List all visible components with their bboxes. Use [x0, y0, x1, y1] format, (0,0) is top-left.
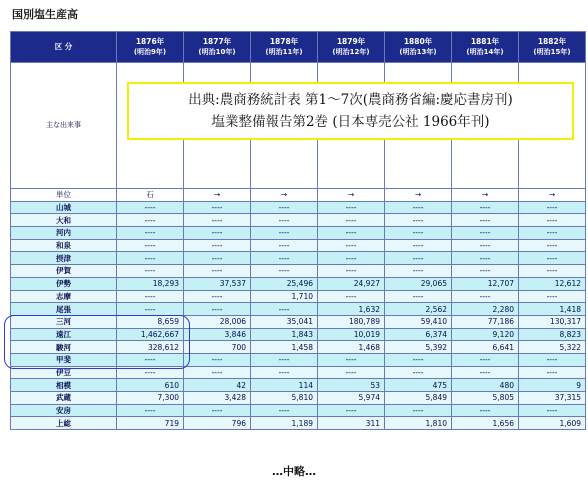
production-value: ----	[385, 201, 452, 214]
production-value: 3,846	[184, 328, 251, 341]
production-value: 8,659	[117, 315, 184, 328]
production-value: ----	[452, 366, 519, 379]
production-value: ----	[519, 404, 586, 417]
production-value: ----	[385, 252, 452, 265]
production-value: 37,315	[519, 392, 586, 405]
production-value: ----	[385, 265, 452, 278]
production-value: ----	[318, 353, 385, 366]
production-value: 77,186	[452, 315, 519, 328]
unit-cell: →	[251, 189, 318, 202]
unit-cell: 石	[117, 189, 184, 202]
production-value: 9	[519, 379, 586, 392]
table-row	[11, 201, 586, 214]
production-value: ----	[385, 404, 452, 417]
production-value: ----	[184, 239, 251, 252]
region-name: 遠江	[11, 328, 117, 341]
production-value: ----	[117, 366, 184, 379]
production-value: ----	[184, 404, 251, 417]
production-value: ----	[117, 201, 184, 214]
production-value: ----	[519, 252, 586, 265]
production-value: 7,300	[117, 392, 184, 405]
production-value: 1,710	[251, 290, 318, 303]
production-value: 42	[184, 379, 251, 392]
table-row	[11, 277, 586, 290]
production-value: ----	[251, 303, 318, 316]
production-value: ----	[251, 252, 318, 265]
source-line-1: 出典:農商務統計表 第1～7次(農商務省編:慶応書房刊)	[188, 92, 513, 108]
production-value: 37,537	[184, 277, 251, 290]
production-value: ----	[318, 214, 385, 227]
production-value: ----	[184, 353, 251, 366]
production-value: ----	[184, 214, 251, 227]
production-value: 2,562	[385, 303, 452, 316]
production-value: ----	[117, 303, 184, 316]
production-value: ----	[385, 227, 452, 240]
production-value: 53	[318, 379, 385, 392]
production-value: ----	[452, 252, 519, 265]
region-name: 三河	[11, 315, 117, 328]
region-name: 摂津	[11, 252, 117, 265]
production-value: 18,293	[117, 277, 184, 290]
production-value: ----	[452, 265, 519, 278]
production-value: ----	[318, 201, 385, 214]
year-header: 1880年 (明治13年)	[385, 32, 452, 63]
production-value: 5,810	[251, 392, 318, 405]
production-value: ----	[385, 214, 452, 227]
production-value: ----	[251, 201, 318, 214]
production-value: ----	[318, 265, 385, 278]
production-value: 311	[318, 417, 385, 430]
source-line-2: 塩業整備報告第2巻 (日本専売公社 1966年刊)	[211, 114, 490, 130]
production-value: 6,641	[452, 341, 519, 354]
year-header: 1876年 (明治9年)	[117, 32, 184, 63]
production-value: 610	[117, 379, 184, 392]
table-row	[11, 303, 586, 316]
production-value: ----	[452, 290, 519, 303]
production-value: ----	[251, 227, 318, 240]
region-name: 上総	[11, 417, 117, 430]
unit-cell: →	[385, 189, 452, 202]
production-value: ----	[117, 404, 184, 417]
region-name: 志摩	[11, 290, 117, 303]
production-value: 719	[117, 417, 184, 430]
production-value: 25,496	[251, 277, 318, 290]
category-header: 区 分	[11, 32, 117, 63]
production-value: ----	[184, 252, 251, 265]
production-value: ----	[519, 265, 586, 278]
production-value: ----	[519, 290, 586, 303]
region-name: 山城	[11, 201, 117, 214]
production-value: ----	[385, 353, 452, 366]
unit-cell: →	[519, 189, 586, 202]
production-value: 8,823	[519, 328, 586, 341]
omission-note: …中略…	[272, 465, 316, 478]
production-value: 1,609	[519, 417, 586, 430]
region-name: 大和	[11, 214, 117, 227]
production-value: 5,392	[385, 341, 452, 354]
region-name: 河内	[11, 227, 117, 240]
header-row	[11, 32, 586, 63]
table-row	[11, 417, 586, 430]
production-value: 29,065	[385, 277, 452, 290]
production-value: 59,410	[385, 315, 452, 328]
year-header: 1881年 (明治14年)	[452, 32, 519, 63]
table-row	[11, 404, 586, 417]
production-value: 2,280	[452, 303, 519, 316]
unit-row	[11, 189, 586, 202]
production-value: ----	[519, 366, 586, 379]
production-value: 35,041	[251, 315, 318, 328]
year-header: 1879年 (明治12年)	[318, 32, 385, 63]
region-name: 安房	[11, 404, 117, 417]
production-value: ----	[452, 404, 519, 417]
products-label: 主な出来事	[11, 63, 117, 189]
production-value: ----	[117, 239, 184, 252]
table-row	[11, 239, 586, 252]
production-value: 1,462,667	[117, 328, 184, 341]
table-row	[11, 227, 586, 240]
production-value: ----	[251, 353, 318, 366]
production-value: ----	[184, 290, 251, 303]
production-value: ----	[519, 201, 586, 214]
production-value: ----	[117, 214, 184, 227]
unit-cell: →	[452, 189, 519, 202]
production-value: 1,843	[251, 328, 318, 341]
region-highlight-outline	[4, 315, 190, 369]
production-value: ----	[318, 404, 385, 417]
region-name: 武蔵	[11, 392, 117, 405]
production-value: ----	[452, 353, 519, 366]
production-value: 1,468	[318, 341, 385, 354]
production-value: ----	[117, 353, 184, 366]
production-value: ----	[251, 404, 318, 417]
production-value: 5,805	[452, 392, 519, 405]
production-value: ----	[251, 265, 318, 278]
production-value: ----	[385, 290, 452, 303]
production-value: 328,612	[117, 341, 184, 354]
production-value: ----	[318, 239, 385, 252]
production-value: 180,789	[318, 315, 385, 328]
table-row	[11, 290, 586, 303]
production-value: ----	[452, 239, 519, 252]
production-value: ----	[385, 239, 452, 252]
production-value: 1,632	[318, 303, 385, 316]
production-value: 12,707	[452, 277, 519, 290]
production-value: ----	[117, 265, 184, 278]
production-value: ----	[251, 239, 318, 252]
production-value: ----	[318, 366, 385, 379]
production-value: ----	[318, 290, 385, 303]
production-value: ----	[251, 214, 318, 227]
production-value: ----	[117, 290, 184, 303]
production-value: ----	[519, 214, 586, 227]
production-value: 114	[251, 379, 318, 392]
production-value: ----	[251, 366, 318, 379]
production-value: ----	[117, 227, 184, 240]
production-value: ----	[519, 353, 586, 366]
source-citation-box	[127, 82, 574, 140]
production-value: ----	[318, 227, 385, 240]
production-value: ----	[184, 227, 251, 240]
production-value: 475	[385, 379, 452, 392]
table-row	[11, 214, 586, 227]
table-row	[11, 392, 586, 405]
production-value: ----	[184, 303, 251, 316]
unit-cell: →	[318, 189, 385, 202]
production-value: 12,612	[519, 277, 586, 290]
year-header: 1882年 (明治15年)	[519, 32, 586, 63]
production-value: 1,418	[519, 303, 586, 316]
production-value: 6,374	[385, 328, 452, 341]
production-value: 1,656	[452, 417, 519, 430]
production-value: ----	[385, 366, 452, 379]
production-value: ----	[184, 366, 251, 379]
production-value: ----	[184, 265, 251, 278]
production-value: 130,317	[519, 315, 586, 328]
region-name: 尾張	[11, 303, 117, 316]
production-value: 3,428	[184, 392, 251, 405]
region-name: 駿河	[11, 341, 117, 354]
production-value: 10,019	[318, 328, 385, 341]
production-value: ----	[452, 227, 519, 240]
production-value: 9,120	[452, 328, 519, 341]
production-value: ----	[452, 201, 519, 214]
production-value: 796	[184, 417, 251, 430]
production-value: ----	[184, 201, 251, 214]
production-value: 5,849	[385, 392, 452, 405]
production-value: 700	[184, 341, 251, 354]
table-row	[11, 379, 586, 392]
production-value: 480	[452, 379, 519, 392]
page-title: 国別塩生産高	[12, 8, 78, 21]
region-name: 相模	[11, 379, 117, 392]
unit-cell: →	[184, 189, 251, 202]
year-header: 1877年 (明治10年)	[184, 32, 251, 63]
production-value: 24,927	[318, 277, 385, 290]
production-value: ----	[452, 214, 519, 227]
region-name: 和泉	[11, 239, 117, 252]
table-row	[11, 265, 586, 278]
region-name: 伊勢	[11, 277, 117, 290]
table-row	[11, 252, 586, 265]
production-value: 5,974	[318, 392, 385, 405]
production-value: ----	[117, 252, 184, 265]
production-value: ----	[519, 227, 586, 240]
production-value: 5,322	[519, 341, 586, 354]
region-name: 伊賀	[11, 265, 117, 278]
year-header: 1878年 (明治11年)	[251, 32, 318, 63]
production-value: 1,810	[385, 417, 452, 430]
region-name: 伊豆	[11, 366, 117, 379]
production-value: 28,006	[184, 315, 251, 328]
production-value: 1,458	[251, 341, 318, 354]
production-value: ----	[519, 239, 586, 252]
production-value: 1,189	[251, 417, 318, 430]
region-name: 甲斐	[11, 353, 117, 366]
production-value: ----	[318, 252, 385, 265]
unit-label: 単位	[11, 189, 117, 202]
